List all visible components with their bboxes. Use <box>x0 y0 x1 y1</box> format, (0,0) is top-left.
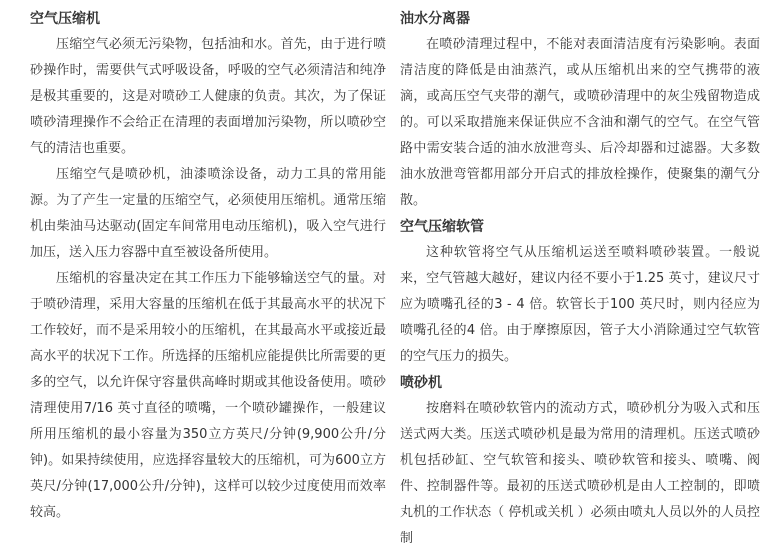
section-title-air-compressor: 空气压缩机 <box>30 11 100 27</box>
right-column-content <box>400 6 760 552</box>
section-title-air-hose: 空气压缩软管 <box>400 219 484 235</box>
paragraph: 按磨料在喷砂软管内的流动方式，喷砂机分为吸入式和压送式两大类。压送式喷砂机是最为常用的清理机。压送式喷砂机包括砂缸、空气软管和接头、喷砂软管和接头、喷嘴、阀件、控制器件等。最初的压送式喷砂机是由人工控制的，即喷丸机的工作状态（ 停机或关机 ）必须由喷丸人员以外的人员控制 <box>400 401 760 546</box>
section-title-oil-water-separator: 油水分离器 <box>400 11 470 27</box>
right-column <box>400 6 760 552</box>
paragraph: 压缩空气是喷砂机，油漆喷涂设备，动力工具的常用能源。为了产生一定量的压缩空气，必须使用压缩机。通常压缩机由柴油马达驱动(固定车间常用电动压缩机)，吸入空气进行加压，送入压力容器中直至被设备所使用。 <box>30 167 386 260</box>
section-title-blast-machine: 喷砂机 <box>400 375 442 391</box>
left-column <box>30 6 386 526</box>
paragraph: 这种软管将空气从压缩机运送至喷料喷砂装置。一般说来，空气管越大越好，建议内径不要小于1.25 英寸，建议尺寸应为喷嘴孔径的3 - 4 倍。软管长于100 英尺时，则内径应为喷嘴孔径的4 倍。由于摩擦原因，管子大小消除通过空气软管的空气压力的损失。 <box>400 245 760 364</box>
paragraph: 压缩机的容量决定在其工作压力下能够输送空气的量。对于喷砂清理，采用大容量的压缩机在低于其最高水平的状况下工作较好，而不是采用较小的压缩机，在其最高水平或接近最高水平的状况下工作。所选择的压缩机应能提供比所需要的更多的空气，以允许保守容量供高峰时期或其他设备使用。喷砂清理使用7/16 英寸直径的喷嘴，一个喷砂罐操作，一般建议所用压缩机的最小容量为350立方英尺/分钟(9,900公升/分钟)。如果持续使用，应选择容量较大的压缩机，可为600立方英尺/分钟(17,000公升/分钟)，这样可以较少过度使用而效率较高。 <box>30 271 386 520</box>
paragraph: 在喷砂清理过程中，不能对表面清洁度有污染影响。表面清洁度的降低是由油蒸汽，或从压缩机出来的空气携带的液滴，或高压空气夹带的潮气，或喷砂清理中的灰尘残留物造成的。可以采取措施来保证供应不含油和潮气的空气。在空气管路中需安装合适的油水放泄弯头、后冷却器和过滤器。大多数油水放泄弯管都用部分开启式的排放栓操作，使聚集的潮气分散。 <box>400 37 760 208</box>
paragraph: 压缩空气必须无污染物，包括油和水。首先，由于进行喷砂操作时，需要供气式呼吸设备，呼吸的空气必须清洁和纯净是极其重要的，这是对喷砂工人健康的负责。其次，为了保证喷砂清理操作不会给正在清理的表面增加污染物，所以喷砂空气的清洁也重要。 <box>30 37 386 156</box>
